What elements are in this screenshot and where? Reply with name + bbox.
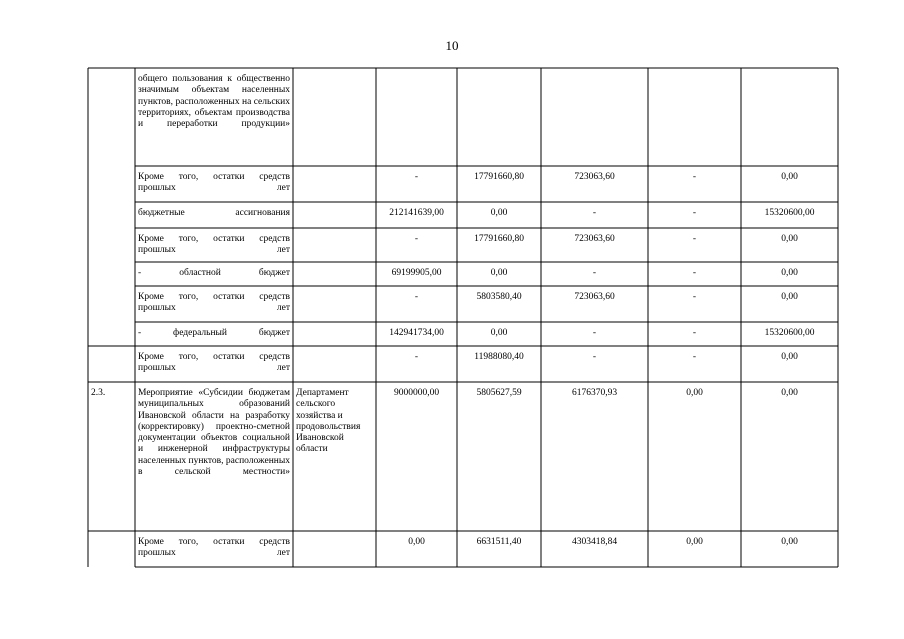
table-cell-v1: - bbox=[414, 292, 419, 302]
table-cell-v5: 0,00 bbox=[781, 172, 798, 182]
table-cell-v5: 0,00 bbox=[781, 388, 798, 398]
table-cell-v4: - bbox=[692, 292, 697, 302]
table-cell-v4: - bbox=[692, 352, 697, 362]
table-cell-v3: - bbox=[592, 328, 597, 338]
table-cell-idx: 2.3. bbox=[91, 388, 106, 398]
table-cell-v1: 212141639,00 bbox=[389, 208, 444, 218]
table-cell-v4: - bbox=[692, 208, 697, 218]
table-cell-v2: 11988080,40 bbox=[474, 352, 524, 362]
table-cell-v3: 723063,60 bbox=[574, 172, 615, 182]
table-cell-v5: 15320600,00 bbox=[764, 328, 815, 338]
table-cell-v4: 0,00 bbox=[686, 537, 703, 547]
table-cell-desc: Кроме того, остатки средств прошлых лет bbox=[138, 352, 290, 374]
table-cell-v4: - bbox=[692, 172, 697, 182]
table-cell-v5: 0,00 bbox=[781, 292, 798, 302]
table-cell-v3: - bbox=[592, 208, 597, 218]
table-cell-desc: общего пользования к общественно значимым объектам населенных пунктов, расположенных на сельских территориях, объектам производства и переработки продукции» bbox=[138, 74, 290, 130]
table-cell-v5: 0,00 bbox=[781, 234, 798, 244]
table-cell-v2: 0,00 bbox=[490, 208, 508, 218]
table-cell-v3: 4303418,84 bbox=[571, 537, 618, 547]
table-cell-v2: 5803580,40 bbox=[476, 292, 522, 302]
table-cell-v5: 0,00 bbox=[781, 352, 798, 362]
table-cell-desc: бюджетные ассигнования bbox=[138, 208, 290, 218]
table-cell-desc: Кроме того, остатки средств прошлых лет bbox=[138, 292, 290, 314]
table-cell-v3: - bbox=[592, 352, 597, 362]
table-cell-v5: 0,00 bbox=[781, 537, 798, 547]
table-cell-v3: 723063,60 bbox=[574, 234, 615, 244]
table-cell-exec: Департамент сельского хозяйства и продовольствия Ивановской области bbox=[296, 388, 361, 455]
table-cell-v2: 0,00 bbox=[490, 268, 508, 278]
table-cell-desc: Кроме того, остатки средств прошлых лет bbox=[138, 234, 290, 256]
table-cell-desc: Мероприятие «Субсидии бюджетам муниципальных образований Ивановской области на разработку (корректировку) проектно-сметной документации объектов социальной и инженерной инфраструктуры населенных пунктов, расположенных в сельской местности» bbox=[138, 388, 291, 478]
table-cell-v1: - bbox=[414, 352, 419, 362]
table-cell-v4: - bbox=[692, 268, 697, 278]
page-number: 10 bbox=[445, 38, 459, 53]
table-cell-desc: - областной бюджет bbox=[138, 268, 290, 278]
table-cell-desc: Кроме того, остатки средств прошлых лет bbox=[138, 172, 290, 194]
table-cell-v4: - bbox=[692, 234, 697, 244]
table-cell-v1: 142941734,00 bbox=[389, 328, 444, 338]
table-cell-v2: 17791660,80 bbox=[474, 172, 524, 182]
table-cell-v1: - bbox=[414, 172, 419, 182]
table-cell-v1: 69199905,00 bbox=[391, 268, 442, 278]
table-cell-v2: 0,00 bbox=[490, 328, 508, 338]
table-cell-desc: Кроме того, остатки средств прошлых лет bbox=[138, 537, 290, 559]
table-cell-v3: 6176370,93 bbox=[571, 388, 618, 398]
table-cell-v2: 6631511,40 bbox=[476, 537, 522, 547]
table-cell-v4: 0,00 bbox=[686, 388, 703, 398]
table-cell-v1: 9000000,00 bbox=[393, 388, 440, 398]
table-cell-desc: - федеральный бюджет bbox=[138, 328, 290, 338]
table-cell-v2: 17791660,80 bbox=[474, 234, 524, 244]
table-cell-v5: 15320600,00 bbox=[764, 208, 815, 218]
table-cell-v1: - bbox=[414, 234, 419, 244]
table-cell-v2: 5805627,59 bbox=[476, 388, 522, 398]
table-cell-v4: - bbox=[692, 328, 697, 338]
table-cell-v1: 0,00 bbox=[408, 537, 425, 547]
table-cell-v5: 0,00 bbox=[781, 268, 798, 278]
table-cell-v3: 723063,60 bbox=[574, 292, 615, 302]
table-cell-v3: - bbox=[592, 268, 597, 278]
